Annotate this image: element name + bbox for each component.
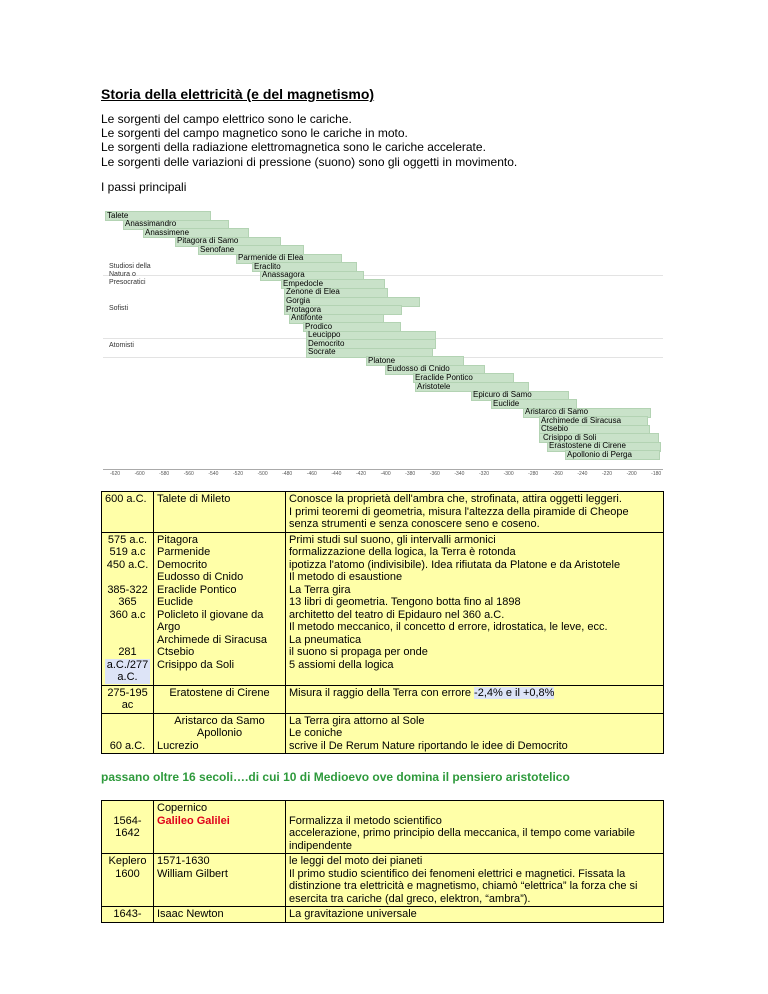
timeline-person-label: Archimede di Siracusa (541, 415, 622, 425)
timeline-person-label: Erastostene di Cirene (549, 441, 626, 451)
desc-text: indipendente (289, 839, 353, 852)
date-text: 275-195 (107, 686, 148, 699)
name-text: William Gilbert (157, 867, 228, 880)
name-cell (154, 492, 286, 533)
date-text: 1643- (113, 908, 142, 920)
desc-text: Il metodo di esaustione (289, 571, 403, 583)
date-text: a.C. (105, 671, 150, 684)
date-cell (102, 854, 154, 907)
timeline-person-label: Socrate (308, 347, 336, 357)
name-text: Ctsebio (157, 646, 195, 658)
desc-text: formalizzazione della logica, la Terra è rotonda (289, 546, 516, 558)
desc-text: Le coniche (289, 727, 343, 739)
date-text: 60 a.C. (109, 739, 146, 752)
desc-text: il suono si propaga per onde (289, 646, 428, 658)
timeline-person-label: Aristarco di Samo (525, 407, 589, 417)
table-row (102, 713, 664, 754)
timeline-person-label: Epicuro di Samo (473, 390, 532, 400)
table-row (102, 532, 664, 685)
date-text: 365 (118, 596, 137, 608)
axis-tick-label: -440 (331, 471, 342, 477)
desc-text: Conosce la proprietà dell'ambra che, strofinata, attira oggetti leggeri. (289, 493, 622, 505)
timeline-person-label: Talete (107, 210, 129, 220)
timeline-person-label: Zenone di Elea (286, 287, 340, 297)
axis-tick-label: -280 (528, 471, 539, 477)
timeline-person-label: Ctsebio (541, 424, 569, 434)
desc-text: ipotizza l'atomo (indivisibile). Idea rifiutata da Platone e da Aristotele (289, 558, 621, 571)
name-text: Parmenide (157, 546, 211, 558)
axis-tick-label: -400 (380, 471, 391, 477)
date-text: 360 a.c (109, 608, 146, 621)
desc-cell (286, 492, 664, 533)
page-title: Storia della elettricità (e del magnetismo) (101, 86, 375, 102)
name-text: Euclide (157, 596, 194, 608)
axis-tick-label: -180 (651, 471, 662, 477)
desc-text: La Terra gira attorno al Sole (289, 714, 425, 727)
desc-text: le leggi del moto dei pianeti (289, 855, 423, 867)
desc-text: La gravitazione universale (289, 908, 417, 920)
timeline-axis (103, 469, 663, 470)
date-text (105, 571, 150, 584)
name-text: Apollonio (196, 727, 243, 739)
name-cell (154, 685, 286, 713)
date-text: 575 a.c. (107, 533, 148, 546)
axis-tick-label: -620 (109, 471, 121, 477)
desc-text: senza strumenti e senza conoscere seno e coseno. (289, 518, 540, 530)
timeline-person-label: Eudosso di Cnido (387, 364, 450, 374)
desc-cell (286, 907, 664, 923)
date-text: ac (121, 699, 134, 711)
timeline-person-label: Eraclito (254, 261, 281, 271)
desc-text: Misura il raggio della Terra con errore (289, 686, 475, 699)
desc-text: accelerazione, primo principio della meccanica, il tempo come variabile (289, 827, 636, 839)
name-text: 1571-1630 (157, 855, 210, 867)
error-range-highlight: -2,4% e il +0,8% (474, 686, 555, 699)
section-subtitle: I passi principali (101, 180, 187, 194)
name-text: Isaac Newton (157, 908, 224, 920)
axis-tick-label: -500 (257, 471, 268, 477)
timeline-person-label: Empedocle (283, 278, 324, 288)
date-cell (102, 801, 154, 854)
desc-text (289, 802, 660, 815)
axis-tick-label: -300 (503, 471, 514, 477)
table-row (102, 854, 664, 907)
timeline-person-label: Antifonte (291, 313, 323, 323)
timeline-person-label: Crisippo di Soli (543, 432, 597, 442)
desc-text: esercita tra cariche (dal greco, elektron, “ambra”). (289, 892, 531, 905)
timeline-person-label: Democrito (308, 338, 345, 348)
date-text: Keplero (108, 855, 147, 867)
name-text: Eudosso di Cnido (157, 571, 244, 583)
separator (103, 275, 663, 276)
axis-tick-label: -240 (577, 471, 588, 477)
date-text (105, 802, 150, 815)
timeline-section-label: Atomisti (109, 342, 134, 349)
timeline-person-label: Parmenide di Elea (238, 253, 304, 263)
axis-tick-label: -380 (405, 471, 416, 477)
name-cell (154, 907, 286, 923)
table-row (102, 801, 664, 854)
date-text: 1642 (115, 827, 140, 839)
axis-tick-label: -600 (134, 471, 145, 477)
timeline-person-label: Aristotele (417, 381, 451, 391)
timeline-person-label: Protagora (286, 304, 322, 314)
desc-cell (286, 713, 664, 754)
intro-line: Le sorgenti del campo elettrico sono le cariche. (101, 112, 352, 126)
date-text (105, 727, 150, 740)
name-text: Lucrezio (157, 739, 199, 752)
name-cell (154, 801, 286, 854)
axis-tick-label: -320 (478, 471, 490, 477)
section-heading: passano oltre 16 secoli….di cui 10 di Medioevo ove domina il pensiero aristotelico (101, 770, 570, 784)
table-row (102, 685, 664, 713)
date-text: a.C./277 (106, 658, 149, 671)
date-cell (102, 907, 154, 923)
desc-text: Il metodo meccanico, il concetto d errore, idrostatica, le leve, ecc. (289, 621, 608, 633)
desc-text: distinzione tra elettricità e magnetismo, chiamò “elettrica” la forza che si (289, 880, 638, 892)
name-cell (154, 713, 286, 754)
intro-line: Le sorgenti delle variazioni di pressione (suono) sono gli oggetti in movimento. (101, 154, 518, 169)
desc-text: Formalizza il metodo scientifico (289, 814, 442, 827)
name-text: Democrito (157, 558, 208, 571)
desc-cell (286, 801, 664, 854)
date-cell (102, 492, 154, 533)
ancient-table (101, 491, 664, 754)
name-text-highlight: Galileo Galilei (157, 814, 230, 827)
name-text: Copernico (157, 802, 208, 814)
intro-paragraph (101, 112, 517, 169)
date-text: 281 (118, 646, 137, 658)
axis-tick-label: -340 (454, 471, 465, 477)
table-row (102, 907, 664, 923)
desc-cell (286, 532, 664, 685)
date-text (105, 715, 150, 728)
desc-text: scrive il De Rerum Nature riportando le idee di Democrito (289, 739, 568, 752)
date-cell (102, 532, 154, 685)
axis-tick-label: -460 (306, 471, 317, 477)
desc-text: 5 assiomi della logica (289, 658, 394, 671)
axis-tick-label: -560 (183, 471, 194, 477)
name-cell (154, 532, 286, 685)
table-row (102, 492, 664, 533)
desc-text: La pneumatica (289, 633, 362, 646)
name-text: Eratostene di Cirene (169, 686, 270, 699)
name-cell (154, 854, 286, 907)
timeline-section-label: Studiosi della Natura o Presocratici (109, 263, 151, 286)
timeline-person-label: Gorgia (286, 296, 311, 305)
axis-tick-label: -580 (159, 471, 170, 477)
timeline-person-label: Senofane (200, 244, 235, 254)
desc-text: architetto del teatro di Epidauro nel 360 a.C. (289, 608, 505, 621)
axis-tick-label: -520 (232, 471, 244, 477)
timeline-person-label: Euclide (493, 398, 520, 408)
modern-table (101, 800, 664, 923)
name-text: Pitagora (157, 533, 198, 546)
intro-line: Le sorgenti della radiazione elettromagnetica sono le cariche accelerate. (101, 140, 486, 155)
name-text: Crisippo da Soli (157, 658, 235, 671)
date-text: 450 a.C. (106, 558, 149, 571)
desc-text: Il primo studio scientifico dei fenomeni elettrici e magnetici. Fissata la (289, 867, 626, 880)
timeline-section-label: Sofisti (109, 305, 129, 312)
desc-text: 13 libri di geometria. Tengono botta fino al 1898 (289, 596, 521, 608)
intro-line: Le sorgenti del campo magnetico sono le cariche in moto. (101, 126, 408, 141)
name-text: Eraclide Pontico (157, 583, 237, 596)
timeline-person-label: Prodico (305, 321, 333, 331)
timeline-person-label: Anassagora (262, 270, 305, 280)
timeline-person-label: Anassimene (145, 227, 190, 237)
date-cell (102, 685, 154, 713)
name-text: Archimede di Siracusa (157, 633, 268, 646)
name-text: Talete di Mileto (157, 493, 231, 505)
date-text: 1600 (115, 867, 140, 880)
date-text: 1564- (113, 814, 142, 827)
axis-tick-label: -540 (208, 471, 219, 477)
date-cell (102, 713, 154, 754)
axis-tick-label: -260 (552, 471, 563, 477)
desc-text: La Terra gira (289, 583, 351, 596)
timeline-person-label: Anassimandro (125, 219, 177, 229)
desc-text: I primi teoremi di geometria, misura l'altezza della piramide di Cheope (289, 505, 629, 518)
date-text (105, 621, 150, 634)
name-text: Aristarco da Samo (174, 714, 265, 727)
timeline-person-label: Pitagora di Samo (177, 236, 239, 246)
axis-tick-label: -480 (282, 471, 293, 477)
axis-tick-label: -420 (355, 471, 367, 477)
axis-tick-label: -220 (601, 471, 613, 477)
timeline-person-label: Leucippo (308, 330, 341, 340)
timeline-person-label: Platone (368, 355, 396, 365)
timeline-chart (103, 207, 663, 480)
date-text: 385-322 (107, 583, 148, 596)
axis-tick-label: -360 (429, 471, 440, 477)
axis-tick-label: -200 (626, 471, 637, 477)
name-text: Policleto il giovane da Argo (157, 608, 264, 633)
date-text: 600 a.C. (105, 493, 147, 505)
desc-text: Primi studi sul suono, gli intervalli armonici (289, 533, 496, 546)
date-text (105, 634, 150, 647)
timeline-person-label: Apollonio di Perga (567, 449, 632, 459)
desc-cell (286, 854, 664, 907)
timeline-person-label: Eraclide Pontico (415, 372, 473, 382)
desc-cell (286, 685, 664, 713)
date-text: 519 a.c (109, 546, 146, 558)
